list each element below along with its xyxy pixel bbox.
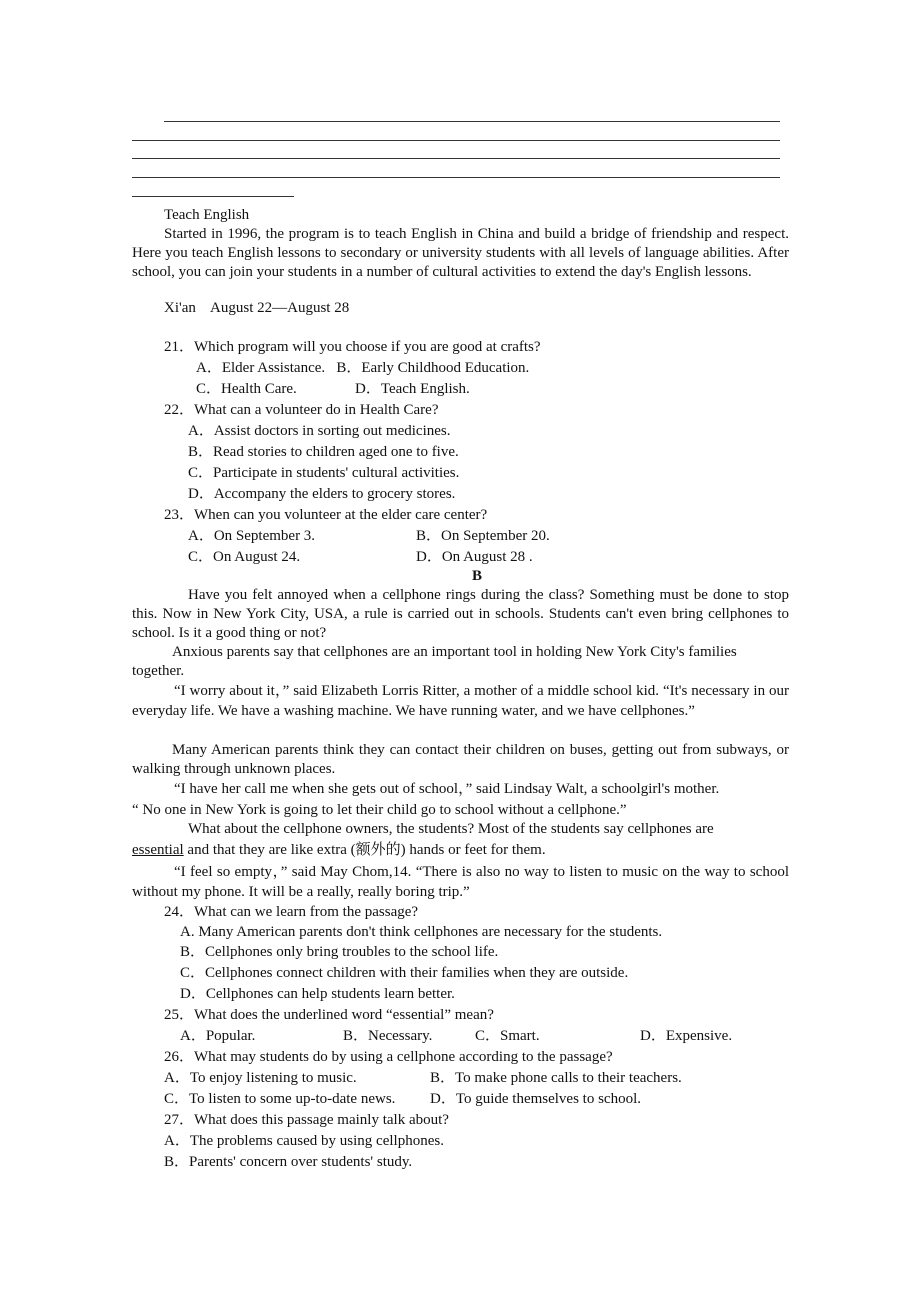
q23-option-a: A．On September 3. bbox=[188, 528, 316, 544]
passage-paragraph-5-line1: “I have her call me when she gets out of school，” said Lindsay Walt, a schoolgirl's mother. bbox=[174, 781, 720, 797]
blank-line-2 bbox=[132, 140, 780, 141]
blank-line-5 bbox=[132, 196, 294, 197]
program-title: Teach English bbox=[164, 207, 250, 223]
passage-paragraph-7: “I feel so empty，” said May Chom,14. “There is also no way to listen to music on the way to school without my phone. It will be a really, really boring trip.” bbox=[132, 864, 789, 900]
q21-option-c: C．Health Care. bbox=[196, 381, 297, 397]
passage-paragraph-6-line1: What about the cellphone owners, the students? Most of the students say cellphones are bbox=[188, 821, 714, 837]
q22-option-c: C．Participate in students' cultural activities. bbox=[188, 465, 460, 481]
passage-paragraph-2-line1: Anxious parents say that cellphones are an important tool in holding New York City's families bbox=[172, 644, 737, 660]
q26-option-a: A．To enjoy listening to music. bbox=[164, 1070, 357, 1086]
passage-paragraph-6-line2 bbox=[132, 841, 546, 859]
q25-option-d: D．Expensive. bbox=[640, 1028, 733, 1044]
q26-stem: 26．What may students do by using a cellphone according to the passage? bbox=[164, 1049, 613, 1065]
q22-option-b: B．Read stories to children aged one to five. bbox=[188, 444, 459, 460]
q25-option-b: B．Necessary. bbox=[343, 1028, 433, 1044]
q25-option-c: C．Smart. bbox=[475, 1028, 540, 1044]
q22-option-a: A．Assist doctors in sorting out medicines. bbox=[188, 423, 451, 439]
q26-option-b: B．To make phone calls to their teachers. bbox=[430, 1070, 682, 1086]
q23-stem: 23．When can you volunteer at the elder care center? bbox=[164, 507, 488, 523]
q27-stem: 27．What does this passage mainly talk about? bbox=[164, 1112, 449, 1128]
q24-stem: 24．What can we learn from the passage? bbox=[164, 904, 419, 920]
q27-option-b: B．Parents' concern over students' study. bbox=[164, 1154, 413, 1170]
q26-option-c: C．To listen to some up-to-date news. bbox=[164, 1091, 396, 1107]
blank-line-1 bbox=[164, 121, 780, 122]
q27-option-a: A．The problems caused by using cellphones. bbox=[164, 1133, 444, 1149]
q22-option-d: D．Accompany the elders to grocery stores. bbox=[188, 486, 456, 502]
q22-stem: 22．What can a volunteer do in Health Care? bbox=[164, 402, 439, 418]
passage-paragraph-5-line2: “ No one in New York is going to let their child go to school without a cellphone.” bbox=[132, 802, 627, 818]
passage-paragraph-6-rest: and that they are like extra (额外的) hands or feet for them. bbox=[183, 842, 546, 858]
passage-paragraph-4: Many American parents think they can contact their children on buses, getting out from subways, or walking through unknown places. bbox=[132, 742, 789, 777]
passage-paragraph-2-line2: together. bbox=[132, 663, 185, 679]
q23-option-b: B．On September 20. bbox=[416, 528, 550, 544]
q24-option-c: C．Cellphones connect children with their families when they are outside. bbox=[180, 965, 629, 981]
q23-option-d: D．On August 28 . bbox=[416, 549, 533, 565]
q24-option-a: A. Many American parents don't think cellphones are necessary for the students. bbox=[180, 924, 663, 940]
q25-stem: 25．What does the underlined word “essential” mean? bbox=[164, 1007, 494, 1023]
program-place-date: Xi'an August 22—August 28 bbox=[164, 300, 350, 316]
program-description: Started in 1996, the program is to teach English in China and build a bridge of friendship and respect. Here you teach English lessons to secondary or university students with all levels of language abilities. After school, you can join your students in a number of cultural activities to extend the day's English lessons. bbox=[132, 226, 789, 280]
q24-option-d: D．Cellphones can help students learn better. bbox=[180, 986, 455, 1002]
blank-line-4 bbox=[132, 177, 780, 178]
q21-stem: 21．Which program will you choose if you are good at crafts? bbox=[164, 339, 541, 355]
passage-paragraph-1: Have you felt annoyed when a cellphone rings during the class? Something must be done to stop this. Now in New York City, USA, a rule is carried out in schools. Students can't even bring cellphones to school. Is it a good thing or not? bbox=[132, 587, 789, 641]
q21-option-d: D．Teach English. bbox=[355, 381, 470, 397]
section-b-heading: B bbox=[471, 568, 482, 584]
passage-paragraph-3: “I worry about it，” said Elizabeth Lorris Ritter, a mother of a middle school kid. “It's necessary in our everyday life. We have a washing machine. We have running water, and we have cellphones.” bbox=[132, 683, 789, 719]
q26-option-d: D．To guide themselves to school. bbox=[430, 1091, 642, 1107]
underlined-word-essential: essential bbox=[132, 842, 184, 858]
q21-options-ab: A．Elder Assistance. B．Early Childhood Education. bbox=[196, 360, 530, 376]
q24-option-b: B．Cellphones only bring troubles to the school life. bbox=[180, 944, 499, 960]
blank-line-3 bbox=[132, 158, 780, 159]
q25-option-a: A．Popular. bbox=[180, 1028, 256, 1044]
q23-option-c: C．On August 24. bbox=[188, 549, 301, 565]
